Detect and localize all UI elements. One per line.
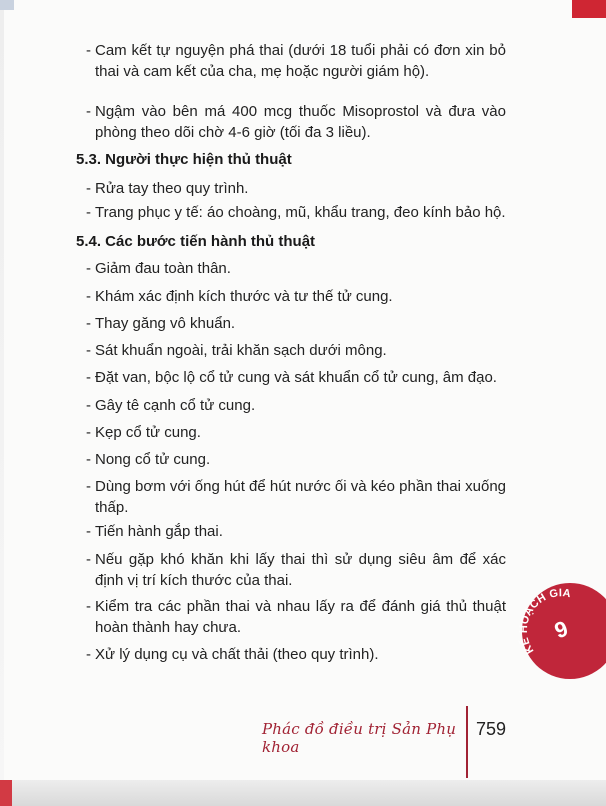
list-text: Ngậm vào bên má 400 mcg thuốc Misoprostol và đưa vào phòng theo dõi chờ 4-6 giờ (tối đa 3 liều). — [95, 103, 506, 141]
list-text: Thay găng vô khuẩn. — [95, 315, 236, 332]
list-text: Đặt van, bộc lộ cổ tử cung và sát khuẩn cổ tử cung, âm đạo. — [95, 369, 497, 386]
list-dash: - — [86, 478, 91, 495]
list-item — [86, 40, 506, 82]
list-item — [86, 422, 506, 443]
list-text: Khám xác định kích thước và tư thế tử cung. — [95, 288, 393, 305]
top-right-red-mark — [572, 0, 606, 18]
list-item — [86, 549, 506, 591]
list-text: Dùng bơm với ống hút để hút nước ối và kéo phần thai xuống thấp. — [95, 478, 506, 516]
section-heading-5-4: 5.4. Các bước tiến hành thủ thuật — [76, 233, 316, 250]
list-dash: - — [86, 598, 91, 615]
list-text: Trang phục y tế: áo choàng, mũ, khẩu trang, đeo kính bảo hộ. — [95, 204, 506, 221]
list-dash: - — [86, 260, 91, 277]
list-dash: - — [86, 204, 91, 221]
list-dash: - — [86, 424, 91, 441]
list-dash: - — [86, 397, 91, 414]
footer-divider — [466, 706, 468, 778]
list-text: Xử lý dụng cụ và chất thải (theo quy trình). — [95, 646, 379, 663]
list-dash: - — [86, 551, 91, 568]
list-dash: - — [86, 103, 91, 120]
list-item — [86, 367, 506, 388]
list-dash: - — [86, 451, 91, 468]
list-dash: - — [86, 646, 91, 663]
section-heading-5-3: 5.3. Người thực hiện thủ thuật — [76, 151, 292, 168]
page-bottom-shadow — [0, 780, 606, 806]
list-dash: - — [86, 180, 91, 197]
list-text: Nếu gặp khó khăn khi lấy thai thì sử dụng siêu âm để xác định vị trí kích thước của thai. — [95, 551, 506, 589]
list-item — [86, 286, 506, 307]
list-item — [86, 449, 506, 470]
list-text: Tiến hành gắp thai. — [95, 523, 223, 540]
list-text: Nong cổ tử cung. — [95, 451, 211, 468]
list-item — [86, 521, 506, 542]
list-item — [86, 258, 506, 279]
list-dash: - — [86, 523, 91, 540]
chapter-tab-label: KẾ HOẠCH GIA — [518, 587, 572, 656]
list-dash: - — [86, 342, 91, 359]
list-text: Kẹp cổ tử cung. — [95, 424, 201, 441]
list-item — [86, 313, 506, 334]
list-item — [86, 644, 506, 665]
list-dash: - — [86, 315, 91, 332]
list-item — [86, 340, 506, 361]
list-item — [86, 476, 506, 518]
list-text: Gây tê cạnh cổ tử cung. — [95, 397, 256, 414]
page-edge — [0, 0, 4, 806]
list-item — [86, 395, 506, 416]
list-text: Cam kết tự nguyện phá thai (dưới 18 tuổi phải có đơn xin bỏ thai và cam kết của cha, mẹ hoặc người giám hộ). — [95, 42, 506, 80]
list-dash: - — [86, 288, 91, 305]
book-title: Phác đồ điều trị Sản Phụ khoa — [262, 720, 457, 756]
list-dash: - — [86, 369, 91, 386]
list-item — [86, 202, 506, 223]
chapter-side-tab — [518, 577, 606, 683]
list-dash: - — [86, 42, 91, 59]
list-text: Kiểm tra các phần thai và nhau lấy ra để đánh giá thủ thuật hoàn thành hay chưa. — [95, 598, 506, 636]
list-text: Rửa tay theo quy trình. — [95, 180, 249, 197]
chapter-number: 9 — [551, 615, 572, 644]
list-item — [86, 596, 506, 638]
list-item — [86, 101, 506, 143]
list-text: Giảm đau toàn thân. — [95, 260, 231, 277]
page-number: 759 — [476, 719, 507, 739]
list-item — [86, 178, 506, 199]
list-text: Sát khuẩn ngoài, trải khăn sạch dưới mông. — [95, 342, 387, 359]
chapter-tab-graphic — [518, 577, 606, 683]
bottom-left-red-mark — [0, 780, 12, 806]
top-left-mark — [0, 0, 14, 10]
